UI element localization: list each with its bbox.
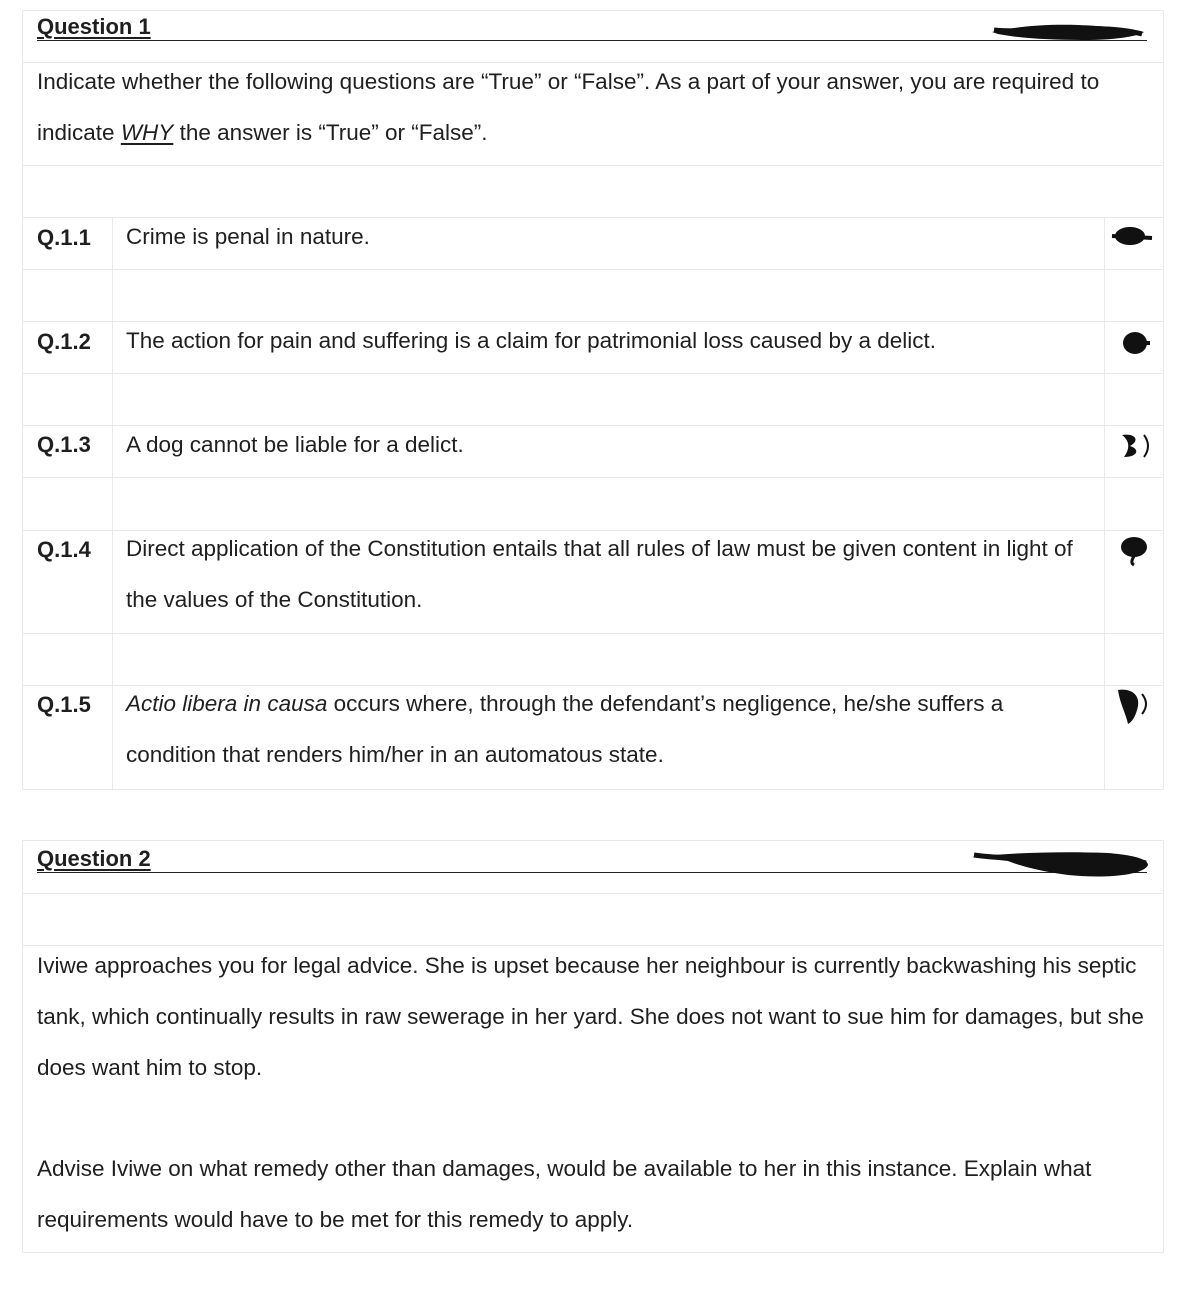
redaction-scribble [988,14,1148,44]
row-divider [22,165,1164,166]
heading-rule [37,40,1147,41]
row-divider [22,373,1164,374]
row-divider [22,269,1164,270]
question-number: Q.1.5 [37,692,91,717]
question-number: Q.1.4 [37,537,91,562]
instruction-emphasis: WHY [120,120,174,145]
question-number: Q.1.1 [37,225,91,250]
question-text [126,678,1086,780]
instruction-text-2: the answer is “True” or “False”. [173,120,488,145]
question-text: Direct application of the Constitution entails that all rules of law must be given content in light of the values of the Constitution. [126,536,1073,612]
instruction-text-1: Indicate whether the following questions are “True” or “False”. As a part of your answer, you are required to indicate [37,69,1100,145]
redacted-mark [1116,328,1156,358]
question2-task: Advise Iviwe on what remedy other than damages, would be available to her in this instance. Explain what requirements would have to be met for this remedy to apply. [37,1156,1092,1232]
question-text: The action for pain and suffering is a claim for patrimonial loss caused by a delict. [126,328,936,353]
question-text: A dog cannot be liable for a delict. [126,432,464,457]
question-number: Q.1.2 [37,329,91,354]
row-divider [22,893,1164,894]
redacted-mark [1116,431,1156,461]
question2-scenario: Iviwe approaches you for legal advice. She is upset because her neighbour is currently backwashing his septic tank, which continually results in raw sewerage in her yard. She does not want to sue him for damages, but she does want him to stop. [37,953,1144,1080]
question1-heading: Question 1 [37,14,151,39]
column-divider [112,217,113,790]
redaction-scribble [968,843,1152,883]
redacted-mark [1112,684,1156,728]
row-divider [22,633,1164,634]
latin-term: Actio libera in causa [126,691,328,716]
question2-heading: Question 2 [37,846,151,871]
question-text-rest: occurs where, through the defendant’s negligence, he/she suffers a condition that renders him/her in an automatous state. [126,691,1004,767]
question-number: Q.1.3 [37,432,91,457]
column-divider [1104,217,1105,790]
row-divider [22,477,1164,478]
question1-instruction [37,56,1147,158]
redacted-mark [1116,533,1156,567]
question-text: Crime is penal in nature. [126,224,370,249]
redacted-mark [1110,222,1154,252]
